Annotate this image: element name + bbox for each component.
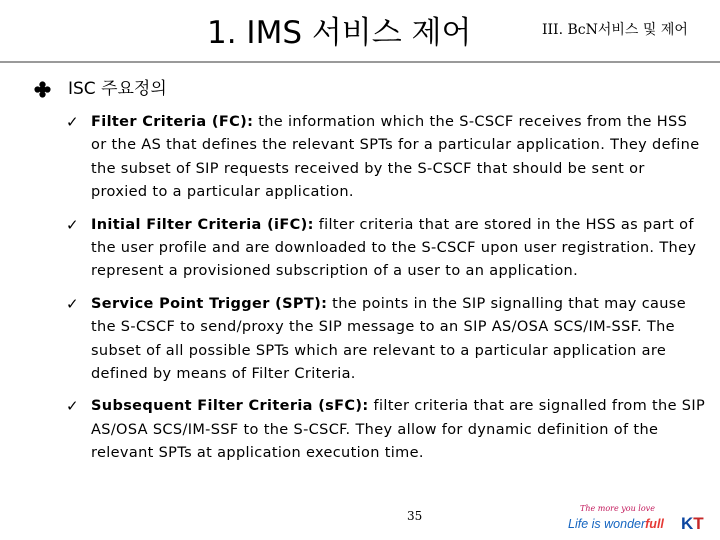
heading-text: ISC 주요정의: [68, 79, 167, 99]
diamond-bullet-icon: [34, 81, 51, 98]
logo-slogan-end: full: [645, 517, 664, 531]
checkmark-icon: ✓: [66, 215, 79, 234]
definition-list: [66, 111, 706, 475]
definition-term: Filter Criteria (FC):: [91, 114, 254, 130]
section-label: III. BcN서비스 및 제어: [542, 22, 688, 38]
kt-logo: [566, 506, 714, 536]
kt-brand-mark: [681, 514, 704, 534]
definition-term: Initial Filter Criteria (iFC):: [91, 216, 314, 233]
definition-term: Service Point Trigger (SPT):: [91, 295, 328, 312]
definition-item-filter-criteria: [66, 111, 706, 205]
definition-item-initial-filter-criteria: [66, 214, 706, 284]
logo-slogan: [568, 517, 664, 531]
definition-text: the information which the S-CSCF receives from the HSS or the AS that defines the relevant SPTs for a particular application. They define the subset of SIP requests received by the S-CSCF that should be sent or proxied to a particular application.: [91, 114, 700, 201]
definition-item-service-point-trigger: [66, 293, 706, 387]
logo-slogan-mid: wonder: [604, 517, 646, 531]
title-divider: [0, 61, 720, 63]
kt-mark-k: K: [681, 514, 694, 533]
definition-text: filter criteria that are signalled from the SIP AS/OSA SCS/IM-SSF to the S-CSCF. They allow for dynamic definition of the relevant SPTs at application execution time.: [91, 398, 706, 462]
slide-title: 1. IMS 서비스 제어: [207, 15, 472, 51]
logo-slogan-lead: Life is: [568, 517, 605, 531]
definition-text: filter criteria that are stored in the HSS as part of the user profile and are downloaded to the S-CSCF upon user registration. They represent a provisioned subscription of a user to an application.: [91, 216, 697, 280]
page-number: 35: [407, 509, 423, 523]
checkmark-icon: ✓: [66, 294, 79, 313]
checkmark-icon: ✓: [66, 397, 79, 416]
definition-term: Subsequent Filter Criteria (sFC):: [91, 398, 369, 415]
kt-mark-t: T: [693, 514, 704, 533]
definition-item-subsequent-filter-criteria: [66, 395, 706, 465]
checkmark-icon: ✓: [66, 113, 79, 131]
section-heading: [34, 77, 167, 101]
definition-text: the points in the SIP signalling that may cause the S-CSCF to send/proxy the SIP message to an SIP AS/OSA SCS/IM-SSF. The subset of all possible SPTs which are relevant to a particular application are defined by means of Filter Criteria.: [91, 295, 686, 383]
logo-tagline: The more you love: [580, 504, 655, 513]
